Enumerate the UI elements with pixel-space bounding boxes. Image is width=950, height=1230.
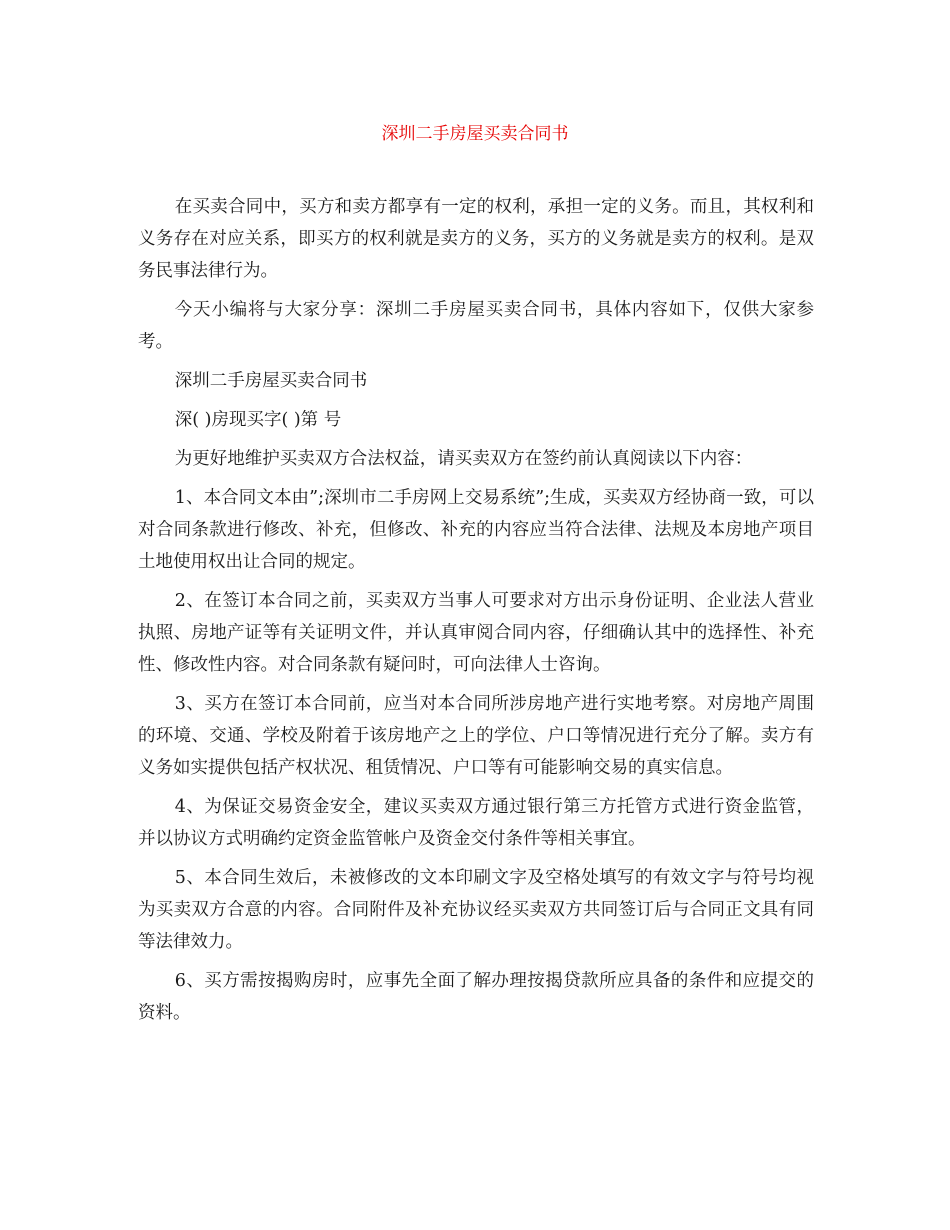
paragraph-item-3: 3、买方在签订本合同前，应当对本合同所涉房地产进行实地考察。对房地产周围的环境、交通、学校及附着于该房地产之上的学位、户口等情况进行充分了解。卖方有义务如实提供包括产权状况、租赁情况、户口等有可能影响交易的真实信息。 bbox=[138, 694, 814, 778]
document-body bbox=[138, 191, 814, 1029]
document-title: 深圳二手房屋买卖合同书 bbox=[381, 124, 569, 144]
paragraph-contract-number: 深( )房现买字( )第 号 bbox=[174, 410, 342, 430]
paragraph-item-2: 2、在签订本合同之前，买卖双方当事人可要求对方出示身份证明、企业法人营业执照、房地产证等有关证明文件，并认真审阅合同内容，仔细确认其中的选择性、补充性、修改性内容。对合同条款有疑问时，可向法律人士咨询。 bbox=[138, 591, 814, 675]
paragraph-item-5: 5、本合同生效后，未被修改的文本印刷文字及空格处填写的有效文字与符号均视为买卖双方合意的内容。合同附件及补充协议经买卖双方共同签订后与合同正文具有同等法律效力。 bbox=[138, 868, 814, 952]
paragraph-notice: 为更好地维护买卖双方合法权益，请买卖双方在签约前认真阅读以下内容： bbox=[174, 449, 753, 469]
paragraph-item-6: 6、买方需按揭购房时，应事先全面了解办理按揭贷款所应具备的条件和应提交的资料。 bbox=[138, 971, 814, 1023]
paragraph-intro: 在买卖合同中，买方和卖方都享有一定的权利，承担一定的义务。而且，其权利和义务存在对应关系，即买方的权利就是卖方的义务，买方的义务就是卖方的权利。是双务民事法律行为。 bbox=[138, 197, 814, 281]
paragraph-item-4: 4、为保证交易资金安全，建议买卖双方通过银行第三方托管方式进行资金监管，并以协议方式明确约定资金监管帐户及资金交付条件等相关事宜。 bbox=[138, 797, 814, 849]
paragraph-item-1: 1、本合同文本由”;深圳市二手房网上交易系统”;生成，买卖双方经协商一致，可以对合同条款进行修改、补充，但修改、补充的内容应当符合法律、法规及本房地产项目土地使用权出让合同的规定。 bbox=[138, 488, 814, 572]
paragraph-contract-name: 深圳二手房屋买卖合同书 bbox=[174, 371, 368, 391]
paragraph-share: 今天小编将与大家分享：深圳二手房屋买卖合同书，具体内容如下，仅供大家参考。 bbox=[138, 300, 814, 352]
